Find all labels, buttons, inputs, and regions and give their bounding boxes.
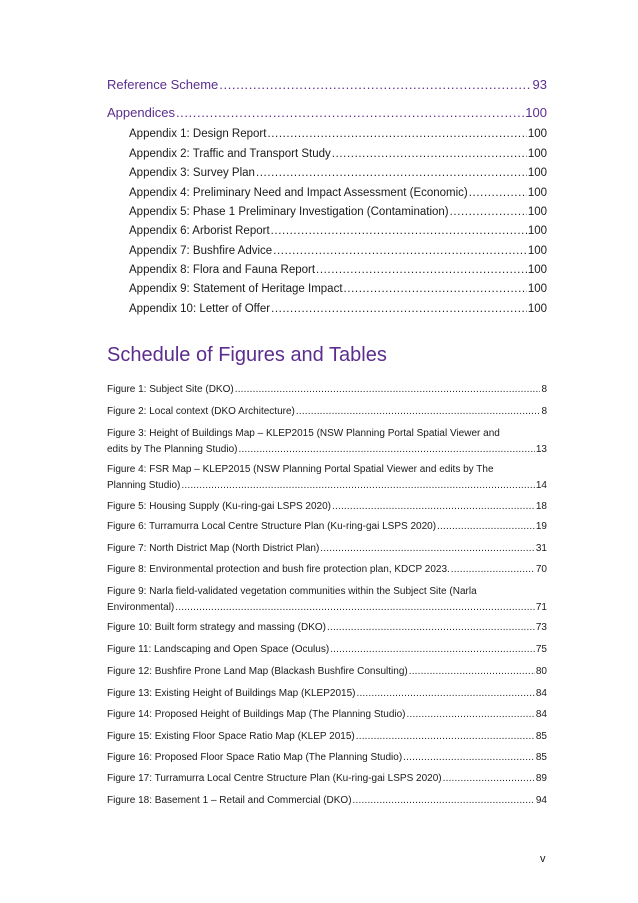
toc-entry-appendix[interactable] [129, 303, 547, 315]
toc-entry-appendix[interactable] [129, 187, 547, 199]
toc-entry-label: Reference Scheme [107, 77, 219, 92]
figure-leader [320, 541, 535, 557]
figure-page: 89 [535, 773, 547, 784]
figure-label: edits by The Planning Studio) [107, 444, 238, 455]
figure-entry[interactable] [107, 562, 547, 578]
figure-page: 73 [535, 622, 547, 633]
toc-entry-label: Appendix 2: Traffic and Transport Study [129, 148, 331, 160]
figure-label: Environmental) [107, 602, 175, 613]
figure-entry[interactable] [107, 793, 547, 809]
figure-leader [332, 499, 535, 515]
figure-leader [181, 478, 534, 494]
figure-entry[interactable] [107, 462, 547, 494]
figure-label-line1: Figure 9: Narla field-validated vegetation communities within the Subject Site (Narla [107, 586, 477, 597]
figure-entry[interactable] [107, 584, 547, 616]
page-number: v [540, 853, 546, 865]
toc-entry-label: Appendix 8: Flora and Fauna Report [129, 264, 316, 276]
figure-leader [238, 442, 534, 458]
figure-page: 94 [535, 795, 547, 806]
toc-entry-appendix[interactable] [129, 148, 547, 160]
toc-entry-page: 100 [527, 283, 547, 295]
figure-leader [437, 519, 535, 535]
figure-leader [330, 642, 535, 658]
section-heading: Schedule of Figures and Tables [107, 344, 387, 366]
figure-leader [175, 600, 535, 616]
figure-entry[interactable] [107, 664, 547, 680]
toc-entry-label: Appendix 4: Preliminary Need and Impact Assessment (Economic) [129, 187, 468, 199]
figure-leader [356, 729, 535, 745]
toc-entry-page: 93 [532, 77, 547, 92]
toc-entry-label: Appendix 3: Survey Plan [129, 167, 255, 179]
toc-leader [469, 187, 527, 199]
figure-entry[interactable] [107, 620, 547, 636]
toc-entry-appendix[interactable] [129, 206, 547, 218]
figure-page: 75 [535, 644, 547, 655]
toc-leader [450, 206, 527, 218]
toc-entry-appendix[interactable] [129, 264, 547, 276]
figure-page: 8 [541, 384, 547, 395]
figure-page: 18 [535, 501, 547, 512]
figure-label: Figure 7: North District Map (North District Plan) [107, 543, 320, 554]
figure-leader [407, 707, 535, 723]
figure-label: Figure 17: Turramurra Local Centre Structure Plan (Ku-ring-gai LSPS 2020) [107, 773, 442, 784]
figure-label: Planning Studio) [107, 480, 181, 491]
toc-leader [267, 128, 526, 140]
figure-page: 8 [541, 406, 547, 417]
figure-page: 71 [535, 602, 547, 613]
toc-entry-label: Appendix 6: Arborist Report [129, 225, 270, 237]
figure-label-line1: Figure 3: Height of Buildings Map – KLEP2015 (NSW Planning Portal Spatial Viewer and [107, 428, 500, 439]
figure-leader [409, 664, 535, 680]
figure-entry[interactable] [107, 404, 547, 420]
figure-page: 85 [535, 752, 547, 763]
figure-label: Figure 15: Existing Floor Space Ratio Map (KLEP 2015) [107, 731, 355, 742]
figure-leader [327, 620, 535, 636]
figure-page: 14 [535, 480, 547, 491]
toc-entry-page: 100 [527, 148, 547, 160]
figure-page: 84 [535, 688, 547, 699]
toc-entry-appendix[interactable] [129, 245, 547, 257]
toc-entry-page: 100 [527, 167, 547, 179]
figure-label: Figure 11: Landscaping and Open Space (Oculus) [107, 644, 330, 655]
figure-page: 70 [535, 564, 547, 575]
toc-entry-appendices[interactable] [107, 105, 547, 120]
toc-entry-appendix[interactable] [129, 283, 547, 295]
toc-entry-label: Appendices [107, 105, 175, 120]
figure-leader [356, 686, 534, 702]
figure-label: Figure 13: Existing Height of Buildings Map (KLEP2015) [107, 688, 356, 699]
toc-entry-appendix[interactable] [129, 167, 547, 179]
toc-leader [219, 77, 531, 92]
toc-entry-appendix[interactable] [129, 225, 547, 237]
figure-label: Figure 18: Basement 1 – Retail and Commercial (DKO) [107, 795, 352, 806]
figure-page: 84 [535, 709, 547, 720]
toc-entry-label: Appendix 7: Bushfire Advice [129, 245, 273, 257]
toc-entry-page: 100 [527, 128, 547, 140]
figure-label-line1: Figure 4: FSR Map – KLEP2015 (NSW Planning Portal Spatial Viewer and edits by The [107, 464, 494, 475]
toc-leader [271, 303, 527, 315]
figure-leader [353, 793, 535, 809]
figure-page: 19 [535, 521, 547, 532]
figure-entry[interactable] [107, 686, 547, 702]
figure-leader [235, 382, 541, 398]
toc-entry-page: 100 [527, 187, 547, 199]
figure-entry[interactable] [107, 426, 547, 458]
figure-label: Figure 10: Built form strategy and massing (DKO) [107, 622, 326, 633]
figure-entry[interactable] [107, 541, 547, 557]
toc-leader [344, 283, 527, 295]
toc-entry-appendix[interactable] [129, 128, 547, 140]
toc-leader [271, 225, 527, 237]
figure-entry[interactable] [107, 499, 547, 515]
toc-entry-label: Appendix 5: Phase 1 Preliminary Investigation (Contamination) [129, 206, 449, 218]
toc-leader [273, 245, 527, 257]
figure-page: 80 [535, 666, 547, 677]
toc-entry-page: 100 [527, 303, 547, 315]
figure-leader [403, 750, 535, 766]
figure-label: Figure 16: Proposed Floor Space Ratio Map (The Planning Studio) [107, 752, 403, 763]
toc-entry-page: 100 [525, 105, 547, 120]
figure-entry[interactable] [107, 707, 547, 723]
figure-entry[interactable] [107, 519, 547, 535]
toc-leader [256, 167, 527, 179]
toc-leader [316, 264, 527, 276]
figure-label: Figure 6: Turramurra Local Centre Structure Plan (Ku-ring-gai LSPS 2020) [107, 521, 437, 532]
toc-entry-page: 100 [527, 225, 547, 237]
figure-page: 13 [535, 444, 547, 455]
figure-label: Figure 2: Local context (DKO Architecture) [107, 406, 295, 417]
toc-entry-page: 100 [527, 264, 547, 276]
figure-entry[interactable] [107, 382, 547, 398]
figure-leader [451, 562, 535, 578]
figure-label: Figure 8: Environmental protection and bush fire protection plan, KDCP 2023. [107, 564, 450, 575]
toc-entry-page: 100 [527, 245, 547, 257]
figure-label: Figure 5: Housing Supply (Ku-ring-gai LSPS 2020) [107, 501, 332, 512]
figure-label: Figure 12: Bushfire Prone Land Map (Blackash Bushfire Consulting) [107, 666, 408, 677]
figure-page: 85 [535, 731, 547, 742]
toc-entry-label: Appendix 1: Design Report [129, 128, 267, 140]
toc-entry-reference-scheme[interactable] [107, 77, 547, 92]
figure-label: Figure 1: Subject Site (DKO) [107, 384, 234, 395]
figure-entry[interactable] [107, 771, 547, 787]
figure-label: Figure 14: Proposed Height of Buildings Map (The Planning Studio) [107, 709, 406, 720]
toc-leader [332, 148, 527, 160]
toc-entry-label: Appendix 9: Statement of Heritage Impact [129, 283, 343, 295]
figure-entry[interactable] [107, 750, 547, 766]
figure-leader [443, 771, 535, 787]
toc-entry-page: 100 [527, 206, 547, 218]
toc-leader [176, 105, 524, 120]
figure-entry[interactable] [107, 642, 547, 658]
toc-entry-label: Appendix 10: Letter of Offer [129, 303, 271, 315]
figure-leader [296, 404, 541, 420]
figure-entry[interactable] [107, 729, 547, 745]
figure-page: 31 [535, 543, 547, 554]
